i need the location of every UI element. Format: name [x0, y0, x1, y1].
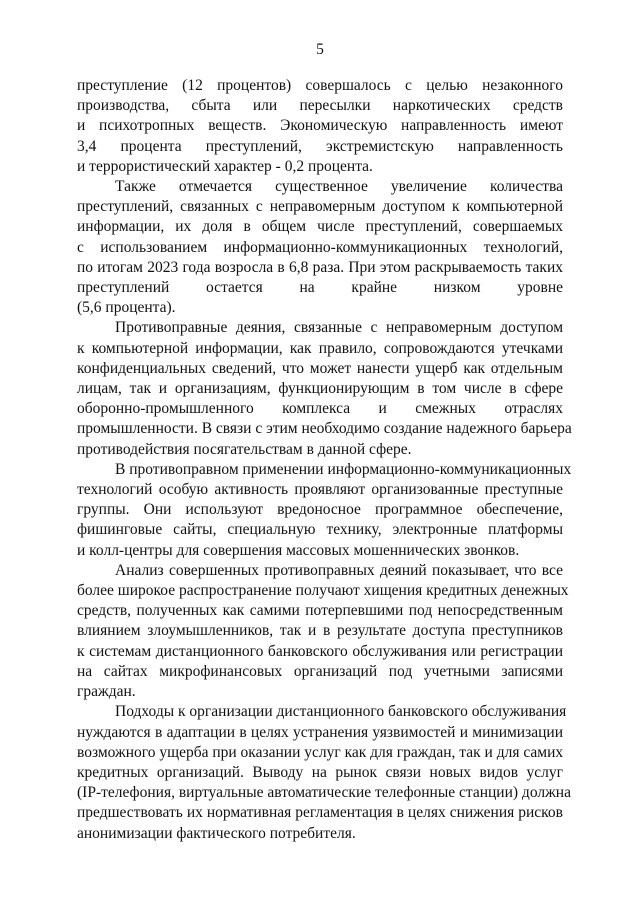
paragraph-3: [77, 318, 572, 459]
text-line: лицам, так и организациям, функционирующим в том числе в сфере: [77, 380, 563, 398]
text-line: Анализ совершенных противоправных деяний показывает, что все: [115, 561, 563, 579]
text-line: 3,4 процента преступлений, экстремистскую направленность: [77, 137, 563, 155]
text-line: В противоправном применении информационно-коммуникационных: [115, 460, 572, 478]
text-line: нуждаются в адаптации в целях устранения уязвимостей и минимизации: [77, 723, 563, 741]
text-line: преступлений, связанных с неправомерным доступом к компьютерной: [77, 198, 563, 216]
text-line: возможного ущерба при оказании услуг как для граждан, так и для самих: [77, 743, 564, 761]
text-line: влиянием злоумышленников, так и в результате доступа преступников: [77, 622, 563, 640]
text-line: предшествовать их нормативная регламентация в целях снижения рисков: [77, 804, 563, 822]
text-line: производства, сбыта или пересылки наркотических средств: [77, 97, 563, 115]
text-line: (5,6 процента).: [77, 299, 176, 317]
text-line: и террористический характер - 0,2 процента.: [77, 157, 373, 175]
text-line: к компьютерной информации, как правило, сопровождаются утечками: [77, 339, 563, 357]
document-body: [77, 76, 572, 844]
text-line: промышленности. В связи с этим необходимо создание надежного барьера: [77, 420, 572, 438]
text-line: на сайтах микрофинансовых организаций под учетными записями: [77, 662, 563, 680]
text-line: более широкое распространение получают хищения кредитных денежных: [77, 582, 569, 600]
text-line: к системам дистанционного банковского обслуживания или регистрации: [77, 642, 563, 660]
text-line: Противоправные деяния, связанные с неправомерным доступом: [115, 319, 563, 337]
text-line: (IP-телефония, виртуальные автоматические телефонные станции) должна: [77, 784, 571, 802]
text-line: Подходы к организации дистанционного банковского обслуживания: [115, 703, 567, 721]
text-line: и колл-центры для совершения массовых мошеннических звонков.: [77, 541, 520, 559]
text-line: преступление (12 процентов) совершалось с целью незаконного: [77, 77, 563, 94]
page-number: 5: [316, 41, 324, 58]
paragraph-6: [77, 702, 571, 843]
text-line: технологий особую активность проявляют организованные преступные: [77, 481, 563, 499]
text-line: Также отмечается существенное увеличение количества: [115, 178, 563, 196]
text-line: преступлений остается на крайне низком уровне: [77, 279, 563, 297]
text-line: с использованием информационно-коммуникационных технологий,: [77, 238, 563, 256]
text-line: оборонно-промышленного комплекса и смежных отраслях: [77, 400, 563, 418]
text-line: по итогам 2023 года возросла в 6,8 раза. При этом раскрываемость таких: [77, 258, 563, 276]
text-line: и психотропных веществ. Экономическую направленность имеют: [77, 117, 563, 135]
text-line: средств, полученных как самими потерпевшими под непосредственным: [77, 602, 563, 620]
text-line: конфиденциальных сведений, что может нанести ущерб как отдельным: [77, 359, 563, 377]
paragraph-5: [77, 561, 569, 702]
text-line: граждан.: [77, 683, 136, 701]
text-line: информации, их доля в общем числе преступлений, совершаемых: [77, 218, 563, 236]
text-line: противодействия посягательствам в данной сфере.: [77, 440, 412, 458]
paragraph-2: [77, 177, 563, 318]
text-line: группы. Они используют вредоносное программное обеспечение,: [77, 501, 563, 519]
paragraph-4: [77, 460, 572, 561]
text-line: анонимизации фактического потребителя.: [77, 824, 356, 842]
text-line: фишинговые сайты, специальную технику, электронные платформы: [77, 521, 563, 539]
text-line: кредитных организаций. Выводу на рынок связи новых видов услуг: [77, 763, 563, 781]
paragraph-1: [77, 76, 563, 177]
